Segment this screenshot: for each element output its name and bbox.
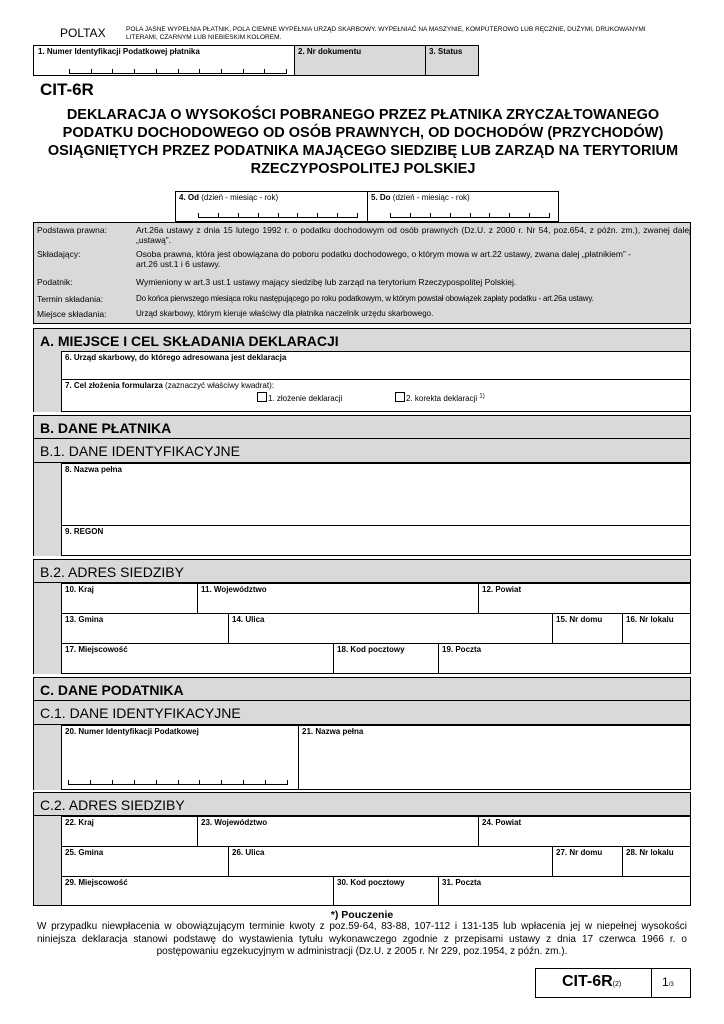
field-12-county[interactable] xyxy=(478,583,691,614)
field-25-municipality[interactable] xyxy=(61,846,229,877)
field-19-post-office[interactable] xyxy=(438,643,691,674)
section-b1-header: B.1. DANE IDENTYFIKACYJNE xyxy=(33,439,691,463)
section-a-header: A. MIEJSCE I CEL SKŁADANIA DEKLARACJI xyxy=(33,328,691,352)
field-21-full-name[interactable] xyxy=(298,725,691,790)
field-29-city[interactable] xyxy=(61,876,334,906)
footer-form-code: CIT-6R(2) xyxy=(562,973,622,990)
checkbox-submission[interactable] xyxy=(257,392,267,402)
field-5-to[interactable] xyxy=(367,191,559,222)
field-27-label: 27. Nr domu xyxy=(556,848,603,857)
section-b1-side xyxy=(33,463,61,556)
field-13-label: 13. Gmina xyxy=(65,615,104,624)
section-c1-side xyxy=(33,725,61,790)
field-3-status xyxy=(425,45,479,76)
footer-divider xyxy=(651,968,652,998)
from-date-ticks xyxy=(198,212,358,218)
field-26-street[interactable] xyxy=(228,846,553,877)
field-15-label: 15. Nr domu xyxy=(556,615,603,624)
field-8-full-name[interactable] xyxy=(61,463,691,526)
field-10-country[interactable] xyxy=(61,583,198,614)
field-1-label: 1. Numer Identyfikacji Podatkowej płatnika xyxy=(38,47,200,56)
note-text: W przypadku niewpłacenia w obowiązującym terminie kwoty z poz.59-64, 83-88, 107-112 i 131-135 lub wpłacenia jej w niepełnej wysokości niniejsza deklaracja stanowi podstawę do wystawienia tytułu wykonawczego zgodnie z przepisami ustawy z dnia 17 czerwca 1966 r. o postępowaniu egzekucyjnym w administracji (Dz.U. z 2005 r. Nr 229, poz.1954, z późn. zm.). xyxy=(37,921,687,957)
form-title: DEKLARACJA O WYSOKOŚCI POBRANEGO PRZEZ PŁATNIKA ZRYCZAŁTOWANEGO PODATKU DOCHODOWEGO OD OSÓB PRAWNYCH, OD DOCHODÓW (PRZYCHODÓW) OSIĄGNIĘTYCH PRZEZ PODATNIKA MAJĄCEGO SIEDZIBĘ LUB ZARZĄD NA TERYTORIUM RZECZYPOSPOLITEJ POLSKIEJ xyxy=(47,107,679,177)
field-17-label: 17. Miejscowość xyxy=(65,645,128,654)
note-title: *) Pouczenie xyxy=(330,909,394,921)
section-a-side xyxy=(33,351,61,412)
page-number: 1/3 xyxy=(662,975,674,989)
field-14-label: 14. Ulica xyxy=(232,615,265,624)
field-28-label: 28. Nr lokalu xyxy=(626,848,674,857)
field-6-label: 6. Urząd skarbowy, do którego adresowana jest deklaracja xyxy=(65,353,287,362)
field-21-label: 21. Nazwa pełna xyxy=(302,727,364,736)
field-9-label: 9. REGON xyxy=(65,527,104,536)
section-b2-header: B.2. ADRES SIEDZIBY xyxy=(33,559,691,583)
field-13-municipality[interactable] xyxy=(61,613,229,644)
field-10-label: 10. Kraj xyxy=(65,585,94,594)
section-c2-side xyxy=(33,816,61,906)
field-24-county[interactable] xyxy=(478,816,691,847)
field-17-city[interactable] xyxy=(61,643,334,674)
field-20-nip[interactable] xyxy=(61,725,299,790)
form-code: CIT-6R xyxy=(40,80,94,99)
field-11-label: 11. Województwo xyxy=(201,585,267,594)
field-23-voivodeship[interactable] xyxy=(197,816,479,847)
field-28-apartment-number[interactable] xyxy=(622,846,691,877)
option-2-correction[interactable]: 2. korekta deklaracji $^{1)}$ xyxy=(395,392,485,403)
section-c1-header: C.1. DANE IDENTYFIKACYJNE xyxy=(33,701,691,725)
field-25-label: 25. Gmina xyxy=(65,848,104,857)
taxpayer-nip-ticks xyxy=(68,779,288,785)
field-22-label: 22. Kraj xyxy=(65,818,94,827)
field-7-label: 7. Cel złożenia formularza (zaznaczyć właściwy kwadrat): xyxy=(65,381,274,390)
field-1-nip[interactable] xyxy=(33,45,295,76)
field-23-label: 23. Województwo xyxy=(201,818,268,827)
field-31-label: 31. Poczta xyxy=(442,878,482,887)
field-16-label: 16. Nr lokalu xyxy=(626,615,674,624)
field-4-from[interactable] xyxy=(175,191,368,222)
field-8-label: 8. Nazwa pełna xyxy=(65,465,122,474)
section-c2-header: C.2. ADRES SIEDZIBY xyxy=(33,792,691,816)
field-15-house-number[interactable] xyxy=(552,613,623,644)
field-22-country[interactable] xyxy=(61,816,198,847)
option-1-submission[interactable]: 1. złożenie deklaracji xyxy=(257,392,342,403)
field-20-label: 20. Numer Identyfikacji Podatkowej xyxy=(65,727,199,736)
to-date-ticks xyxy=(390,212,550,218)
field-16-apartment-number[interactable] xyxy=(622,613,691,644)
nip-ticks xyxy=(69,68,287,74)
field-2-doc-number xyxy=(294,45,426,76)
field-3-label: 3. Status xyxy=(429,47,463,56)
field-14-street[interactable] xyxy=(228,613,553,644)
fill-instructions: POLA JASNE WYPEŁNIA PŁATNIK, POLA CIEMNE WYPEŁNIA URZĄD SKARBOWY. WYPEŁNIAĆ NA MASZYNIE, KOMPUTEROWO LUB RĘCZNIE, DUŻYMI, DRUKOWANYMI LITERAMI, CZARNYM LUB NIEBIESKIM KOLOREM. xyxy=(126,26,646,41)
field-29-label: 29. Miejscowość xyxy=(65,878,128,887)
section-b-header: B. DANE PŁATNIKA xyxy=(33,415,691,439)
section-b2-side xyxy=(33,583,61,674)
field-31-post-office[interactable] xyxy=(438,876,691,906)
field-11-voivodeship[interactable] xyxy=(197,583,479,614)
field-26-label: 26. Ulica xyxy=(232,848,265,857)
field-18-postal-code[interactable] xyxy=(333,643,439,674)
field-7-purpose xyxy=(61,379,691,412)
field-19-label: 19. Poczta xyxy=(442,645,482,654)
field-9-regon[interactable] xyxy=(61,525,691,556)
brand-label: POLTAX xyxy=(60,26,106,40)
field-5-label: 5. Do (dzień - miesiąc - rok) xyxy=(371,193,470,202)
field-4-label: 4. Od (dzień - miesiąc - rok) xyxy=(179,193,279,202)
field-2-label: 2. Nr dokumentu xyxy=(298,47,362,56)
field-30-postal-code[interactable] xyxy=(333,876,439,906)
field-30-label: 30. Kod pocztowy xyxy=(337,878,405,887)
field-12-label: 12. Powiat xyxy=(482,585,522,594)
field-18-label: 18. Kod pocztowy xyxy=(337,645,405,654)
checkbox-correction[interactable] xyxy=(395,392,405,402)
section-c-header: C. DANE PODATNIKA xyxy=(33,677,691,701)
field-6-tax-office[interactable] xyxy=(61,351,691,380)
field-27-house-number[interactable] xyxy=(552,846,623,877)
field-24-label: 24. Powiat xyxy=(482,818,522,827)
